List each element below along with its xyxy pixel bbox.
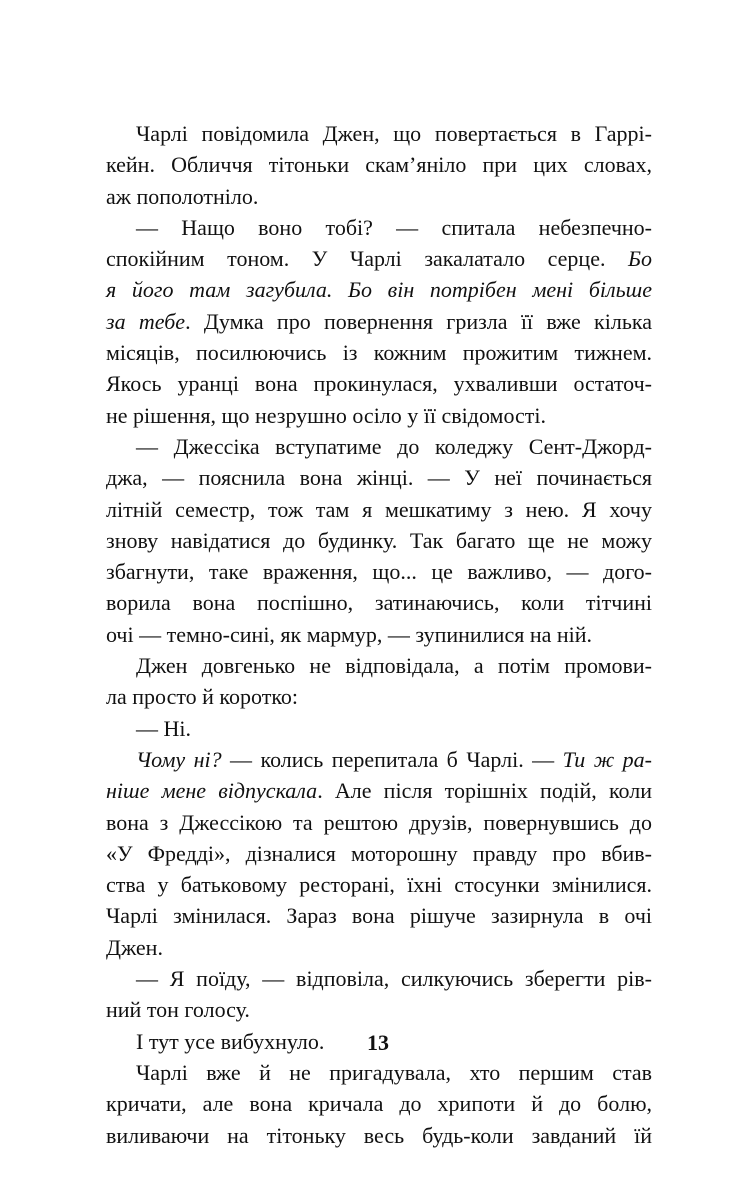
text-segment: місяців, посилюючись із кожним прожитим тижнем. bbox=[106, 340, 652, 366]
text-line bbox=[106, 556, 652, 587]
text-line bbox=[106, 1088, 652, 1119]
text-segment: ворила вона поспішно, затинаючись, коли тітчині bbox=[106, 590, 652, 616]
text-line bbox=[106, 807, 652, 838]
text-line bbox=[106, 619, 652, 650]
text-line bbox=[106, 212, 652, 243]
text-line bbox=[106, 963, 652, 994]
text-segment: ла просто й коротко: bbox=[106, 684, 299, 710]
text-segment: не рішення, що незрушно осіло у її свідомості. bbox=[106, 402, 547, 428]
text-segment: спокійним тоном. У Чарлі закалатало серце. bbox=[106, 246, 629, 272]
text-line bbox=[106, 274, 652, 305]
text-segment: — Ні. bbox=[136, 715, 191, 741]
text-segment: вона з Джессікою та рештою друзів, повернувшись до bbox=[106, 809, 652, 835]
text-line bbox=[106, 869, 652, 900]
italic-text: я його там загубила. Бо він потрібен мені більше bbox=[106, 277, 652, 303]
text-line bbox=[106, 368, 652, 399]
text-segment: — Джессіка вступатиме до коледжу Сент-Джорд- bbox=[136, 433, 652, 459]
text-line bbox=[106, 775, 652, 806]
body-text bbox=[106, 118, 652, 1151]
italic-text: ніше мене відпускала bbox=[106, 778, 318, 804]
text-line bbox=[106, 838, 652, 869]
text-segment: кейн. Обличчя тітоньки скам’яніло при цих словах, bbox=[106, 152, 652, 178]
text-line bbox=[106, 932, 652, 963]
text-segment: І тут усе вибухнуло. bbox=[136, 1028, 325, 1054]
italic-text: за тебе bbox=[106, 308, 186, 334]
text-line bbox=[106, 900, 652, 931]
text-line bbox=[106, 431, 652, 462]
text-line bbox=[106, 650, 652, 681]
text-segment: Якось уранці вона прокинулася, ухваливши остаточ- bbox=[106, 371, 652, 397]
text-segment: виливаючи на тітоньку весь будь-коли завданий їй bbox=[106, 1122, 652, 1148]
text-segment: очі — темно-сині, як мармур, — зупинилися на ній. bbox=[106, 621, 593, 647]
text-line bbox=[106, 1057, 652, 1088]
italic-text: Чому ні? bbox=[136, 746, 222, 772]
text-segment: . Думка про повернення гризла її вже кілька bbox=[185, 308, 652, 334]
text-segment: аж пополотніло. bbox=[106, 183, 259, 209]
italic-text: Ти ж ра- bbox=[562, 746, 652, 772]
text-line bbox=[106, 744, 652, 775]
text-segment: Джен. bbox=[106, 934, 163, 960]
text-line bbox=[106, 587, 652, 618]
text-segment: збагнути, таке враження, що... це важливо, — дого- bbox=[106, 559, 652, 585]
text-segment: Чарлі повідомила Джен, що повертається в Гаррі- bbox=[136, 121, 652, 146]
text-line bbox=[106, 149, 652, 180]
text-line bbox=[106, 306, 652, 337]
text-segment: Чарлі змінилася. Зараз вона рішуче зазирнула в очі bbox=[106, 903, 652, 929]
text-line bbox=[106, 525, 652, 556]
text-segment: — колись перепитала б Чарлі. — bbox=[221, 746, 563, 772]
text-line bbox=[106, 681, 652, 712]
text-segment: — Я поїду, — відповіла, силкуючись зберегти рів- bbox=[136, 966, 652, 992]
text-segment: . Але після торішніх подій, коли bbox=[317, 778, 652, 804]
page-number: 13 bbox=[367, 1030, 389, 1055]
text-segment: Джен довгенько не відповідала, а потім промови- bbox=[136, 653, 652, 679]
text-segment: літній семестр, тож там я мешкатиму з нею. Я хочу bbox=[106, 496, 652, 522]
text-line bbox=[106, 713, 652, 744]
text-line bbox=[106, 243, 652, 274]
text-line bbox=[106, 462, 652, 493]
text-segment: джа, — пояснила вона жінці. — У неї починається bbox=[106, 465, 652, 491]
text-segment: — Нащо воно тобі? — спитала небезпечно- bbox=[136, 214, 652, 240]
text-segment: кричати, але вона кричала до хрипоти й до болю, bbox=[106, 1091, 652, 1117]
text-segment: знову навідатися до будинку. Так багато ще не можу bbox=[106, 527, 652, 553]
text-line bbox=[106, 1120, 652, 1151]
text-segment: Чарлі вже й не пригадувала, хто першим став bbox=[136, 1059, 652, 1085]
text-line bbox=[106, 994, 652, 1025]
text-segment: ства у батьковому ресторані, їхні стосунки змінилися. bbox=[106, 872, 652, 898]
text-line bbox=[106, 337, 652, 368]
text-line bbox=[106, 118, 652, 149]
text-line bbox=[106, 494, 652, 525]
text-line bbox=[106, 400, 652, 431]
text-line bbox=[106, 181, 652, 212]
text-segment: ний тон голосу. bbox=[106, 997, 250, 1023]
text-segment: «У Фредді», дізналися моторошну правду про вбив- bbox=[106, 840, 652, 866]
italic-text: Бо bbox=[628, 246, 652, 272]
